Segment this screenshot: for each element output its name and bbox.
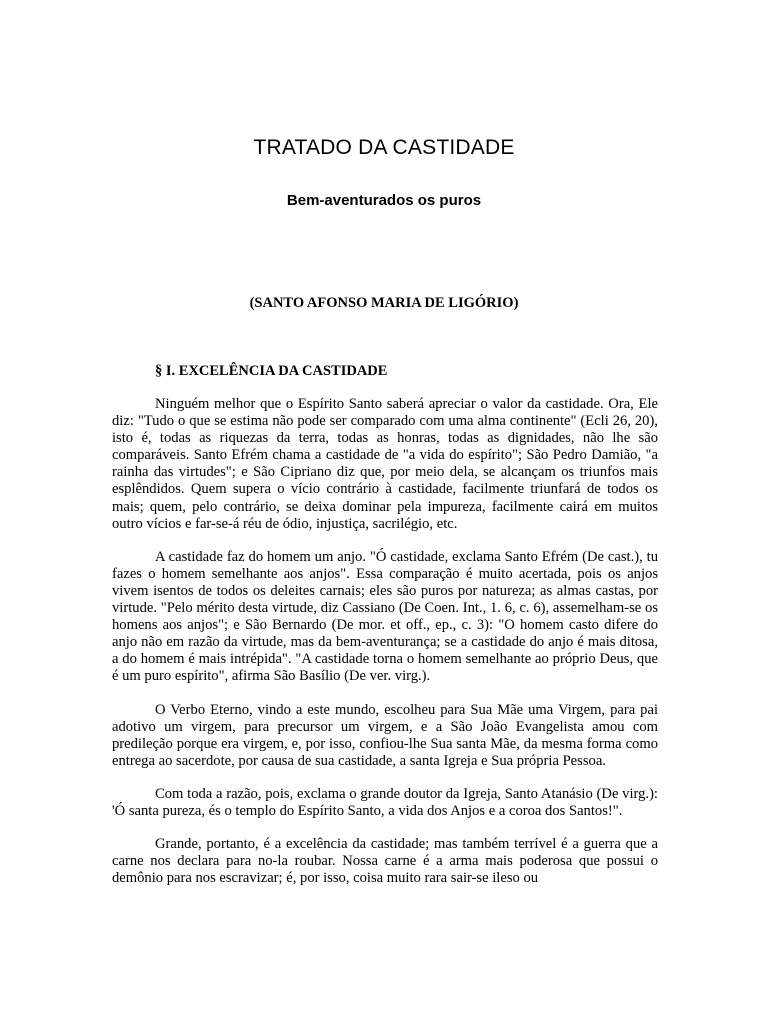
document-title: TRATADO DA CASTIDADE	[253, 136, 515, 159]
paragraph: Grande, portanto, é a excelência da castidade; mas também terrível é a guerra que a carne nos declara para no-la roubar. Nossa carne é a arma mais poderosa que possui o demônio para nos escravizar; é, por isso, coisa muito rara sair-se ileso ou	[112, 836, 658, 887]
paragraph: Com toda a razão, pois, exclama o grande doutor da Igreja, Santo Atanásio (De virg.): 'Ó santa pureza, és o templo do Espírito Santo, a vida dos Anjos e a coroa dos Santos!".	[112, 785, 658, 819]
document-subtitle: Bem-aventurados os puros	[286, 192, 482, 209]
document-body	[112, 396, 658, 903]
paragraph: O Verbo Eterno, vindo a este mundo, escolheu para Sua Mãe uma Virgem, para pai adotivo um virgem, para precursor um virgem, e a São João Evangelista amou com predileção porque era virgem, e, por isso, confiou-lhe Sua santa Mãe, da mesma forma como entrega ao sacerdote, por causa de sua castidade, a santa Igreja e Sua própria Pessoa.	[112, 701, 658, 769]
paragraph: A castidade faz do homem um anjo. "Ó castidade, exclama Santo Efrém (De cast.), tu fazes o homem semelhante aos anjos". Essa comparação é muito acertada, pois os anjos vivem isentos de todos os deleites carnais; eles são puros por natureza; as almas castas, por virtude. "Pelo mérito desta virtude, diz Cassiano (De Coen. Int., 1. 6, c. 6), assemelham-se os homens aos anjos"; e São Bernardo (De mor. et off., ep., c. 3): "O homem casto difere do anjo não em razão da virtude, mas da bem-aventurança; se a castidade do anjo é mais ditosa, a do homem é mais intrépida". "A castidade torna o homem semelhante ao próprio Deus, que é um puro espírito", afirma São Basílio (De ver. virg.).	[112, 548, 658, 685]
document-author: (SANTO AFONSO MARIA DE LIGÓRIO)	[249, 295, 519, 311]
section-heading: § I. EXCELÊNCIA DA CASTIDADE	[155, 363, 388, 379]
paragraph: Ninguém melhor que o Espírito Santo saberá apreciar o valor da castidade. Ora, Ele diz: "Tudo o que se estima não pode ser comparado com uma alma continente" (Ecli 26, 20), isto é, todas as riquezas da terra, todas as honras, todas as dignidades, não lhe são comparáveis. Santo Efrém chama a castidade de "a vida do espírito"; São Pedro Damião, "a rainha das virtudes"; e São Cipriano diz que, por meio dela, se alcançam os triunfos mais esplêndidos. Quem supera o vício contrário à castidade, facilmente triunfará de todos os mais; quem, pelo contrário, se deixa dominar pela impureza, facilmente cairá em muitos outro vícios e far-se-á réu de ódio, injustiça, sacrilégio, etc.	[112, 396, 658, 532]
